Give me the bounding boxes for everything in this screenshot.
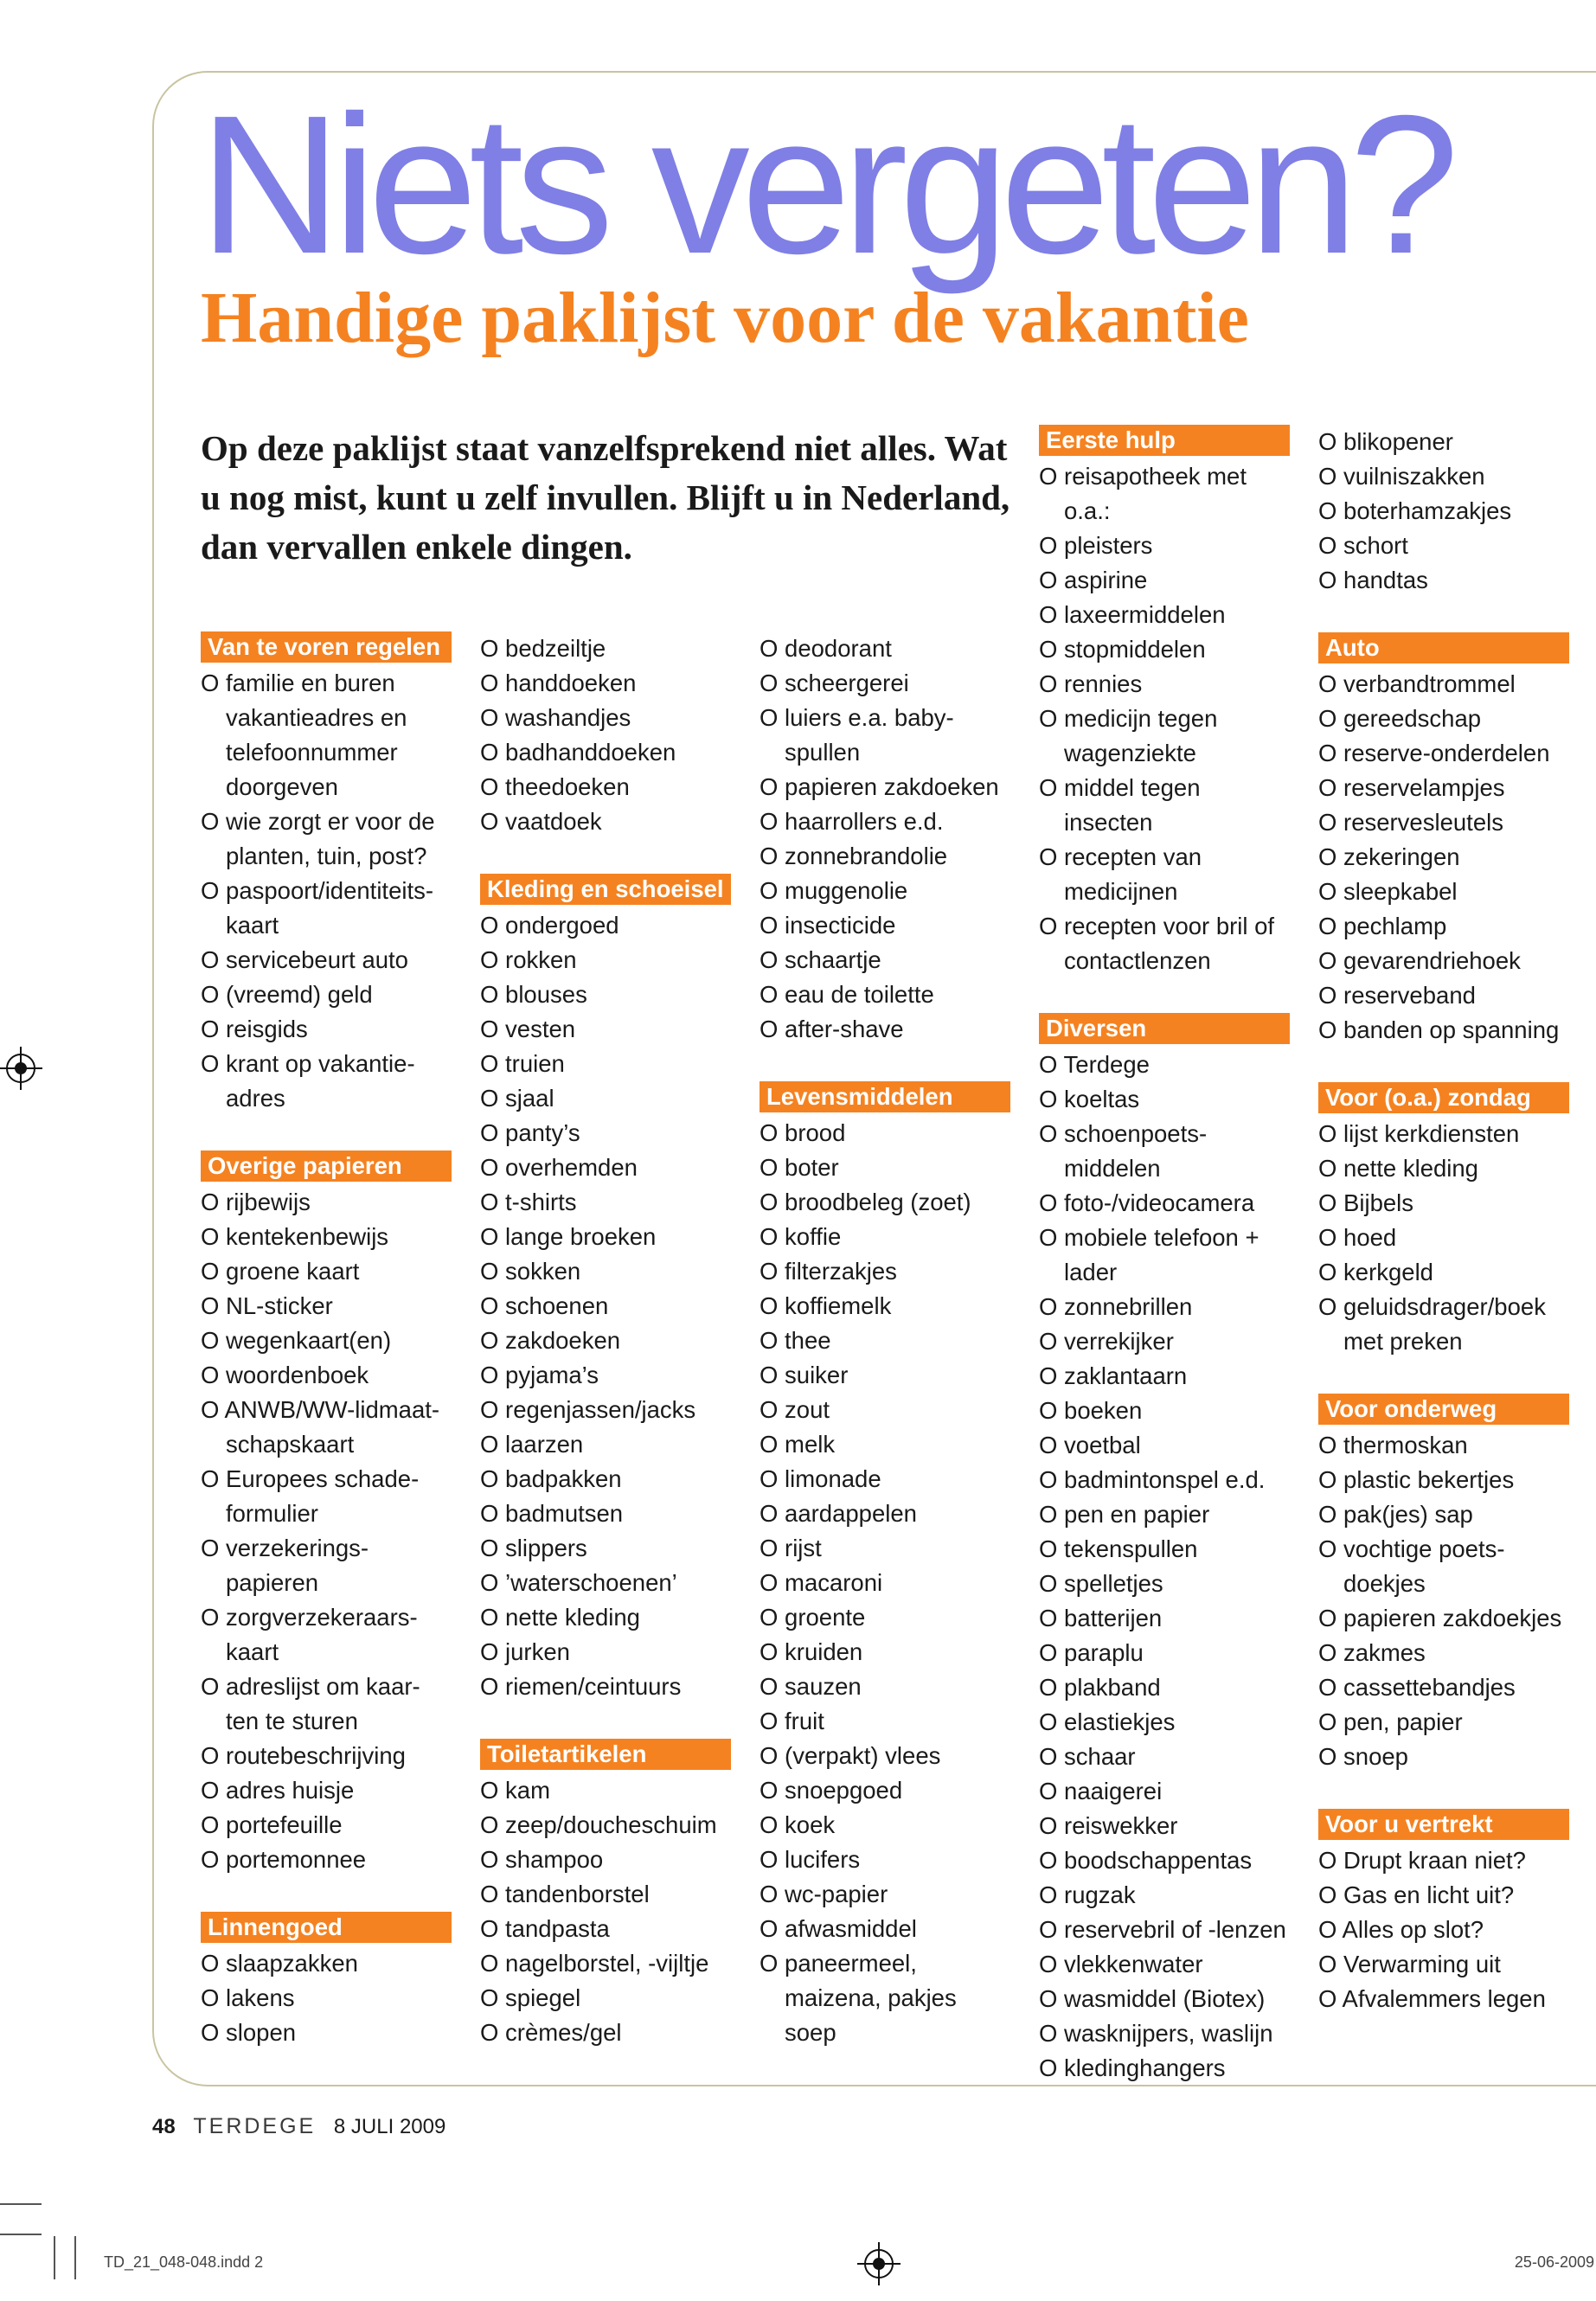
checklist-item: O spiegel (480, 1981, 731, 2016)
checklist-section (760, 1081, 1010, 2050)
checklist-item: O pechlamp (1318, 909, 1569, 944)
checklist-item: O reservebril of -lenzen (1039, 1913, 1290, 1947)
checklist-item: O gereedschap (1318, 702, 1569, 736)
checklist-item: O papieren zakdoeken (760, 770, 1010, 804)
checklist-item: O pen en papier (1039, 1497, 1290, 1532)
page-subtitle: Handige paklijst voor de vakantie (201, 278, 1249, 358)
checklist-item: O Bijbels (1318, 1186, 1569, 1221)
checklist-item: O badhanddoeken (480, 735, 731, 770)
checklist-item: O lijst kerkdiensten (1318, 1117, 1569, 1151)
checklist-item: O schort (1318, 529, 1569, 563)
checklist-item: O zonnebrandolie (760, 839, 1010, 874)
checklist-item: O tandpasta (480, 1912, 731, 1946)
checklist-item: O wie zorgt er voor de planten, tuin, post? (201, 804, 452, 874)
checklist-item: O sauzen (760, 1670, 1010, 1704)
checklist-item: O limonade (760, 1462, 1010, 1497)
checklist-section (201, 1150, 452, 1877)
checklist-item: O kerkgeld (1318, 1255, 1569, 1290)
checklist-item: O boterhamzakjes (1318, 494, 1569, 529)
checklist-item: O laarzen (480, 1427, 731, 1462)
checklist-item: O Alles op slot? (1318, 1913, 1569, 1947)
registration-mark-icon (864, 2249, 894, 2279)
checklist-item: O sokken (480, 1254, 731, 1289)
checklist-item: O koek (760, 1808, 1010, 1843)
checklist-item: O t-shirts (480, 1185, 731, 1220)
checklist-item: O broodbeleg (zoet) (760, 1185, 1010, 1220)
checklist-item: O gevarendriehoek (1318, 944, 1569, 978)
checklist (201, 1185, 452, 1877)
checklist-section (1318, 1394, 1569, 1774)
checklist-section (1318, 632, 1569, 1048)
checklist-item: O deodorant (760, 631, 1010, 666)
checklist-item: O nagelborstel, -vijltje (480, 1946, 731, 1981)
checklist-section (1039, 425, 1290, 978)
checklist-item: O Gas en licht uit? (1318, 1878, 1569, 1913)
checklist-item: O haarrollers e.d. (760, 804, 1010, 839)
checklist-item: O geluidsdrager/boek met preken (1318, 1290, 1569, 1359)
column-5 (1318, 425, 1569, 2016)
checklist (480, 631, 731, 839)
checklist-item: O sleepkabel (1318, 875, 1569, 909)
checklist-section (480, 631, 731, 839)
checklist-item: O washandjes (480, 701, 731, 735)
page-footer (152, 2114, 445, 2139)
checklist-item: O voetbal (1039, 1428, 1290, 1463)
checklist-item: O foto-/videocamera (1039, 1186, 1290, 1221)
checklist-item: O middel tegen insecten (1039, 771, 1290, 840)
checklist-item: O ANWB/WW-lidmaat- schapskaart (201, 1393, 452, 1462)
checklist-item: O lange broeken (480, 1220, 731, 1254)
section-heading: Eerste hulp (1039, 425, 1290, 456)
checklist-item: O verbandtrommel (1318, 667, 1569, 702)
checklist-item: O koffie (760, 1220, 1010, 1254)
checklist-item: O rokken (480, 943, 731, 977)
section-heading: Auto (1318, 632, 1569, 663)
section-heading: Voor (o.a.) zondag (1318, 1082, 1569, 1113)
checklist-item: O papieren zakdoekjes (1318, 1601, 1569, 1636)
checklist-item: O reserve-onderdelen (1318, 736, 1569, 771)
checklist-item: O familie en buren vakantieadres en telefoonnummer doorgeven (201, 666, 452, 804)
checklist-item: O badpakken (480, 1462, 731, 1497)
checklist-item: O krant op vakantie- adres (201, 1047, 452, 1116)
checklist-item: O naaigerei (1039, 1774, 1290, 1809)
checklist-item: O adres huisje (201, 1773, 452, 1808)
checklist-item: O panty’s (480, 1116, 731, 1150)
checklist-item: O vesten (480, 1012, 731, 1047)
checklist-item: O suiker (760, 1358, 1010, 1393)
checklist-item: O rijst (760, 1531, 1010, 1566)
checklist-item: O truien (480, 1047, 731, 1081)
checklist-item: O schaartje (760, 943, 1010, 977)
checklist-item: O cassettebandjes (1318, 1670, 1569, 1705)
checklist-item: O crèmes/gel (480, 2016, 731, 2050)
checklist-item: O zorgverzekeraars- kaart (201, 1600, 452, 1670)
checklist-item: O pen, papier (1318, 1705, 1569, 1740)
checklist-item: O zakdoeken (480, 1324, 731, 1358)
checklist-item: O vaatdoek (480, 804, 731, 839)
checklist-item: O NL-sticker (201, 1289, 452, 1324)
checklist-item: O pleisters (1039, 529, 1290, 563)
section-heading: Levensmiddelen (760, 1081, 1010, 1112)
registration-mark-icon (6, 1054, 35, 1083)
checklist-item: O stopmiddelen (1039, 632, 1290, 667)
checklist-section (1318, 1082, 1569, 1359)
checklist-item: O snoep (1318, 1740, 1569, 1774)
checklist-item: O thermoskan (1318, 1428, 1569, 1463)
checklist-item: O reiswekker (1039, 1809, 1290, 1843)
checklist-item: O paraplu (1039, 1636, 1290, 1670)
checklist (1318, 1428, 1569, 1774)
checklist (480, 1773, 731, 2050)
checklist-item: O theedoeken (480, 770, 731, 804)
checklist-section (480, 1739, 731, 2050)
checklist (1318, 425, 1569, 598)
checklist-section (1039, 1013, 1290, 2086)
page-number: 48 (152, 2115, 176, 2138)
checklist-item: O verrekijker (1039, 1324, 1290, 1359)
checklist-item: O banden op spanning (1318, 1013, 1569, 1048)
checklist-item: O fruit (760, 1704, 1010, 1739)
checklist-item: O lucifers (760, 1843, 1010, 1877)
checklist-item: O filterzakjes (760, 1254, 1010, 1289)
section-heading: Voor onderweg (1318, 1394, 1569, 1425)
checklist-item: O zekeringen (1318, 840, 1569, 875)
checklist-item: O wc-papier (760, 1877, 1010, 1912)
checklist-item: O after-shave (760, 1012, 1010, 1047)
checklist-item: O handdoeken (480, 666, 731, 701)
checklist-item: O hoed (1318, 1221, 1569, 1255)
checklist-item: O servicebeurt auto (201, 943, 452, 977)
column-2 (480, 631, 731, 2050)
checklist-item: O Europees schade- formulier (201, 1462, 452, 1531)
checklist-item: O macaroni (760, 1566, 1010, 1600)
checklist-item: O sjaal (480, 1081, 731, 1116)
checklist-item: O boter (760, 1150, 1010, 1185)
checklist (1318, 1117, 1569, 1359)
checklist-item: O brood (760, 1116, 1010, 1150)
crop-mark (74, 2236, 76, 2279)
checklist-item: O kledinghangers (1039, 2051, 1290, 2086)
checklist-item: O rennies (1039, 667, 1290, 702)
checklist-item: O scheergerei (760, 666, 1010, 701)
checklist-item: O plakband (1039, 1670, 1290, 1705)
crop-mark (54, 2236, 55, 2279)
checklist-item: O handtas (1318, 563, 1569, 598)
checklist-section (201, 1912, 452, 2050)
checklist-item: O reservelampjes (1318, 771, 1569, 805)
checklist (1318, 667, 1569, 1048)
checklist-item: O aardappelen (760, 1497, 1010, 1531)
checklist-item: O portemonnee (201, 1843, 452, 1877)
checklist-item: O batterijen (1039, 1601, 1290, 1636)
checklist-item: O slopen (201, 2016, 452, 2050)
checklist-item: O badmutsen (480, 1497, 731, 1531)
slug-filename: TD_21_048-048.indd 2 (104, 2253, 264, 2271)
checklist-section (480, 874, 731, 1704)
checklist-item: O kam (480, 1773, 731, 1808)
checklist-item: O schoenen (480, 1289, 731, 1324)
section-heading: Linnengoed (201, 1912, 452, 1943)
checklist-item: O zout (760, 1393, 1010, 1427)
intro-text: Op deze paklijst staat vanzelfsprekend niet alles. Wat u nog mist, kunt u zelf invullen. Blijft u in Nederland, dan vervallen enkele dingen. (201, 428, 1010, 567)
checklist-item: O zeep/doucheschuim (480, 1808, 731, 1843)
checklist-item: O afwasmiddel (760, 1912, 1010, 1946)
checklist-item: O Verwarming uit (1318, 1947, 1569, 1982)
checklist-item: O blikopener (1318, 425, 1569, 459)
checklist-item: O melk (760, 1427, 1010, 1462)
checklist-item: O zakmes (1318, 1636, 1569, 1670)
checklist-item: O spelletjes (1039, 1567, 1290, 1601)
crop-mark (0, 2234, 42, 2235)
checklist-item: O wegenkaart(en) (201, 1324, 452, 1358)
column-3 (760, 631, 1010, 2050)
checklist-item: O thee (760, 1324, 1010, 1358)
checklist-item: O riemen/ceintuurs (480, 1670, 731, 1704)
checklist-item: O paneermeel, maizena, pakjes soep (760, 1946, 1010, 2050)
slug-date: 25-06-2009 (1514, 2253, 1594, 2271)
checklist-item: O groente (760, 1600, 1010, 1635)
checklist-item: O slippers (480, 1531, 731, 1566)
checklist-item: O snoepgoed (760, 1773, 1010, 1808)
checklist-item: O rijbewijs (201, 1185, 452, 1220)
checklist-item: O muggenolie (760, 874, 1010, 908)
checklist (480, 908, 731, 1704)
checklist-item: O schoenpoets- middelen (1039, 1117, 1290, 1186)
checklist-item: O eau de toilette (760, 977, 1010, 1012)
checklist-item: O insecticide (760, 908, 1010, 943)
section-heading: Voor u vertrekt (1318, 1809, 1569, 1840)
section-heading: Kleding en schoeisel (480, 874, 731, 905)
section-heading: Toiletartikelen (480, 1739, 731, 1770)
checklist-item: O wasknijpers, waslijn (1039, 2016, 1290, 2051)
column-1 (201, 631, 452, 2050)
issue-date: 8 JULI 2009 (333, 2115, 446, 2138)
checklist (1039, 1048, 1290, 2086)
checklist-item: O woordenboek (201, 1358, 452, 1393)
checklist (760, 631, 1010, 1047)
checklist-item: O recepten voor bril of contactlenzen (1039, 909, 1290, 978)
checklist-item: O nette kleding (1318, 1151, 1569, 1186)
checklist-item: O Drupt kraan niet? (1318, 1843, 1569, 1878)
checklist-section (760, 631, 1010, 1047)
page-title: Niets vergeten? (199, 75, 1451, 295)
checklist-item: O jurken (480, 1635, 731, 1670)
checklist-item: O pak(jes) sap (1318, 1497, 1569, 1532)
checklist-item: O koeltas (1039, 1082, 1290, 1117)
checklist-item: O plastic bekertjes (1318, 1463, 1569, 1497)
checklist-item: O (verpakt) vlees (760, 1739, 1010, 1773)
checklist-item: O slaapzakken (201, 1946, 452, 1981)
checklist-item: O aspirine (1039, 563, 1290, 598)
checklist-item: O schaar (1039, 1740, 1290, 1774)
checklist-item: O tekenspullen (1039, 1532, 1290, 1567)
checklist-item: O reisapotheek met o.a.: (1039, 459, 1290, 529)
checklist-item: O pyjama’s (480, 1358, 731, 1393)
checklist-item: O vuilniszakken (1318, 459, 1569, 494)
checklist-item: O laxeermiddelen (1039, 598, 1290, 632)
checklist-item: O reserveband (1318, 978, 1569, 1013)
crop-mark (0, 2203, 42, 2205)
checklist-item: O medicijn tegen wagenziekte (1039, 702, 1290, 771)
checklist-item: O Afvalemmers legen (1318, 1982, 1569, 2016)
checklist-item: O routebeschrijving (201, 1739, 452, 1773)
checklist-item: O nette kleding (480, 1600, 731, 1635)
checklist-item: O recepten van medicijnen (1039, 840, 1290, 909)
section-heading: Overige papieren (201, 1150, 452, 1182)
checklist-item: O zaklantaarn (1039, 1359, 1290, 1394)
checklist-item: O rugzak (1039, 1878, 1290, 1913)
checklist-item: O badmintonspel e.d. (1039, 1463, 1290, 1497)
checklist-section (1318, 1809, 1569, 2016)
magazine-name: TERDEGE (193, 2114, 317, 2138)
checklist-item: O portefeuille (201, 1808, 452, 1843)
checklist-item: O luiers e.a. baby- spullen (760, 701, 1010, 770)
checklist-item: O ’waterschoenen’ (480, 1566, 731, 1600)
checklist-item: O blouses (480, 977, 731, 1012)
checklist (1318, 1843, 1569, 2016)
section-heading: Diversen (1039, 1013, 1290, 1044)
checklist-item: O tandenborstel (480, 1877, 731, 1912)
checklist-item: O elastiekjes (1039, 1705, 1290, 1740)
checklist (760, 1116, 1010, 2050)
checklist-item: O adreslijst om kaar- ten te sturen (201, 1670, 452, 1739)
column-4 (1039, 425, 1290, 2086)
checklist-item: O overhemden (480, 1150, 731, 1185)
checklist-item: O vochtige poets- doekjes (1318, 1532, 1569, 1601)
checklist-item: O boodschappentas (1039, 1843, 1290, 1878)
checklist-item: O reservesleutels (1318, 805, 1569, 840)
checklist-item: O Terdege (1039, 1048, 1290, 1082)
checklist-item: O kentekenbewijs (201, 1220, 452, 1254)
checklist-item: O zonnebrillen (1039, 1290, 1290, 1324)
checklist-item: O boeken (1039, 1394, 1290, 1428)
section-heading: Van te voren regelen (201, 631, 452, 663)
checklist-item: O vlekkenwater (1039, 1947, 1290, 1982)
checklist (201, 666, 452, 1116)
checklist-item: O verzekerings- papieren (201, 1531, 452, 1600)
checklist-item: O koffiemelk (760, 1289, 1010, 1324)
checklist-section (1318, 425, 1569, 598)
checklist-section (201, 631, 452, 1116)
checklist-item: O kruiden (760, 1635, 1010, 1670)
checklist-item: O reisgids (201, 1012, 452, 1047)
checklist-item: O wasmiddel (Biotex) (1039, 1982, 1290, 2016)
checklist-item: O regenjassen/jacks (480, 1393, 731, 1427)
checklist-item: O paspoort/identiteits- kaart (201, 874, 452, 943)
checklist-item: O mobiele telefoon + lader (1039, 1221, 1290, 1290)
checklist-item: O lakens (201, 1981, 452, 2016)
checklist-item: O shampoo (480, 1843, 731, 1877)
checklist (201, 1946, 452, 2050)
checklist-item: O (vreemd) geld (201, 977, 452, 1012)
checklist-item: O ondergoed (480, 908, 731, 943)
checklist (1039, 459, 1290, 978)
checklist-item: O groene kaart (201, 1254, 452, 1289)
checklist-item: O bedzeiltje (480, 631, 731, 666)
